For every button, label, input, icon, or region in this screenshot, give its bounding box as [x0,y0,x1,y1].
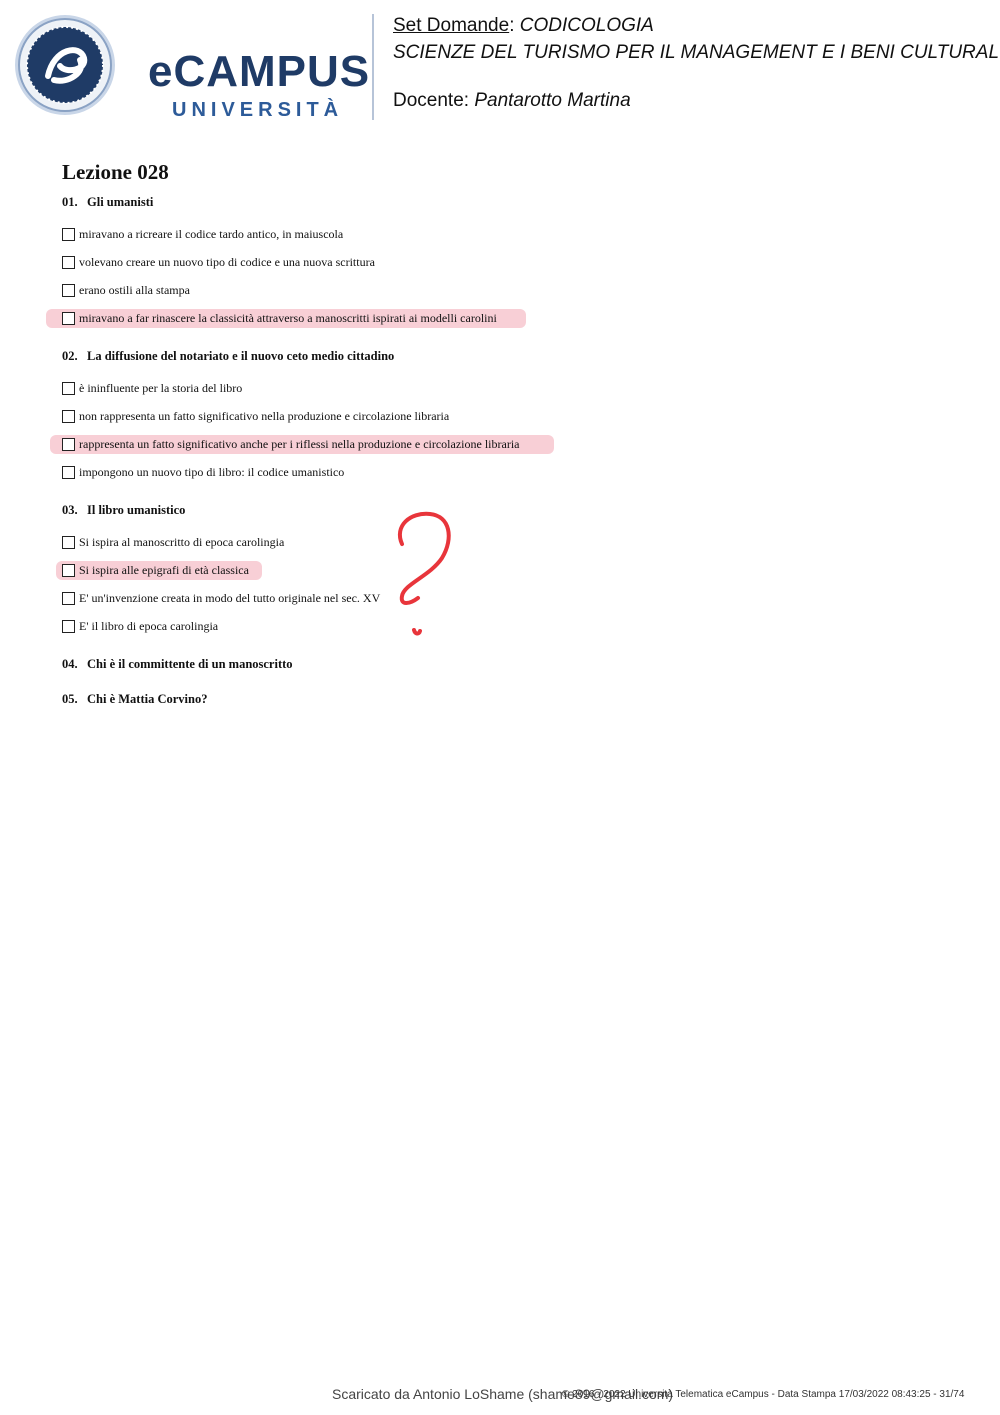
option-text: non rappresenta un fatto significativo nella produzione e circolazione libraria [79,408,450,423]
answer-option[interactable] [62,584,962,612]
answer-option[interactable] [62,458,962,486]
question-block [62,503,962,640]
answer-option-highlighted[interactable] [62,304,962,332]
download-notice: Scaricato da Antonio LoShame (shame89@gmail.com) [332,1386,674,1402]
option-text: E' il libro di epoca carolingia [79,618,219,633]
question-text: La diffusione del notariato e il nuovo ceto medio cittadino [87,349,395,363]
checkbox[interactable] [62,620,75,633]
checkbox[interactable] [62,256,75,269]
page-footer [330,1386,990,1406]
question-text: Chi è il committente di un manoscritto [87,657,293,671]
answer-option[interactable] [62,374,962,402]
checkbox[interactable] [62,536,75,549]
checkbox[interactable] [62,466,75,479]
option-text: rappresenta un fatto significativo anche per i riflessi nella produzione e circolazione libraria [79,436,520,451]
question-number: 01. [62,195,78,209]
lesson-title: Lezione 028 [62,160,169,184]
program-name [393,43,999,64]
question-block [62,692,962,707]
checkbox[interactable] [62,228,75,241]
brand-name: eCAMPUS [148,47,371,96]
checkbox[interactable] [62,592,75,605]
question-title [62,692,962,707]
header-divider [372,14,374,120]
ecampus-logo [14,14,371,121]
option-text: miravano a far rinascere la classicità attraverso a manoscritti ispirati ai modelli carolini [79,310,497,325]
question-title [62,195,962,210]
answer-option[interactable] [62,276,962,304]
set-domande-line [393,16,654,37]
checkbox[interactable] [62,312,75,325]
option-text: E' un'invenzione creata in modo del tutto originale nel sec. XV [79,590,381,605]
teacher-line [393,91,631,112]
program-text: SCIENZE DEL TURISMO PER IL MANAGEMENT E I BENI CULTURAL [393,42,1000,63]
question-title [62,503,962,518]
answer-option[interactable] [62,402,962,430]
answer-option[interactable] [62,612,962,640]
option-text: impongono un nuovo tipo di libro: il codice umanistico [79,464,345,479]
question-text: Chi è Mattia Corvino? [87,692,208,706]
teacher-label: Docente: [393,90,475,111]
set-separator: : [509,15,520,36]
checkbox[interactable] [62,564,75,577]
university-seal-icon [14,14,116,116]
course-name: CODICOLOGIA [519,15,654,36]
question-block [62,657,962,672]
checkbox[interactable] [62,438,75,451]
option-text: volevano creare un nuovo tipo di codice e una nuova scrittura [79,254,375,269]
copyright-notice: © 2016 - 2022 Università Telematica eCampus - Data Stampa 17/03/2022 08:43:25 - 31/74 [562,1389,965,1400]
question-text: Il libro umanistico [87,503,186,517]
question-number: 02. [62,349,78,363]
question-title [62,349,962,364]
option-text: miravano a ricreare il codice tardo antico, in maiuscola [79,226,344,241]
checkbox[interactable] [62,410,75,423]
question-number: 04. [62,657,78,671]
answer-option-highlighted[interactable] [62,430,962,458]
question-title [62,657,962,672]
answer-option[interactable] [62,528,962,556]
answer-option-highlighted[interactable] [62,556,962,584]
brand-subtitle: UNIVERSITÀ [172,99,344,121]
question-set [62,160,962,724]
answer-option[interactable] [62,220,962,248]
option-text: è ininfluente per la storia del libro [79,380,243,395]
set-label: Set Domande [393,15,510,36]
question-text: Gli umanisti [87,195,154,209]
option-text: erano ostili alla stampa [79,282,190,297]
question-number: 05. [62,692,78,706]
question-block [62,349,962,486]
teacher-name: Pantarotto Martina [474,90,631,111]
checkbox[interactable] [62,284,75,297]
answer-option[interactable] [62,248,962,276]
option-text: Si ispira alle epigrafi di età classica [79,562,249,577]
question-number: 03. [62,503,78,517]
question-block [62,195,962,332]
checkbox[interactable] [62,382,75,395]
option-text: Si ispira al manoscritto di epoca carolingia [79,534,285,549]
question-mark-icon [388,508,458,643]
